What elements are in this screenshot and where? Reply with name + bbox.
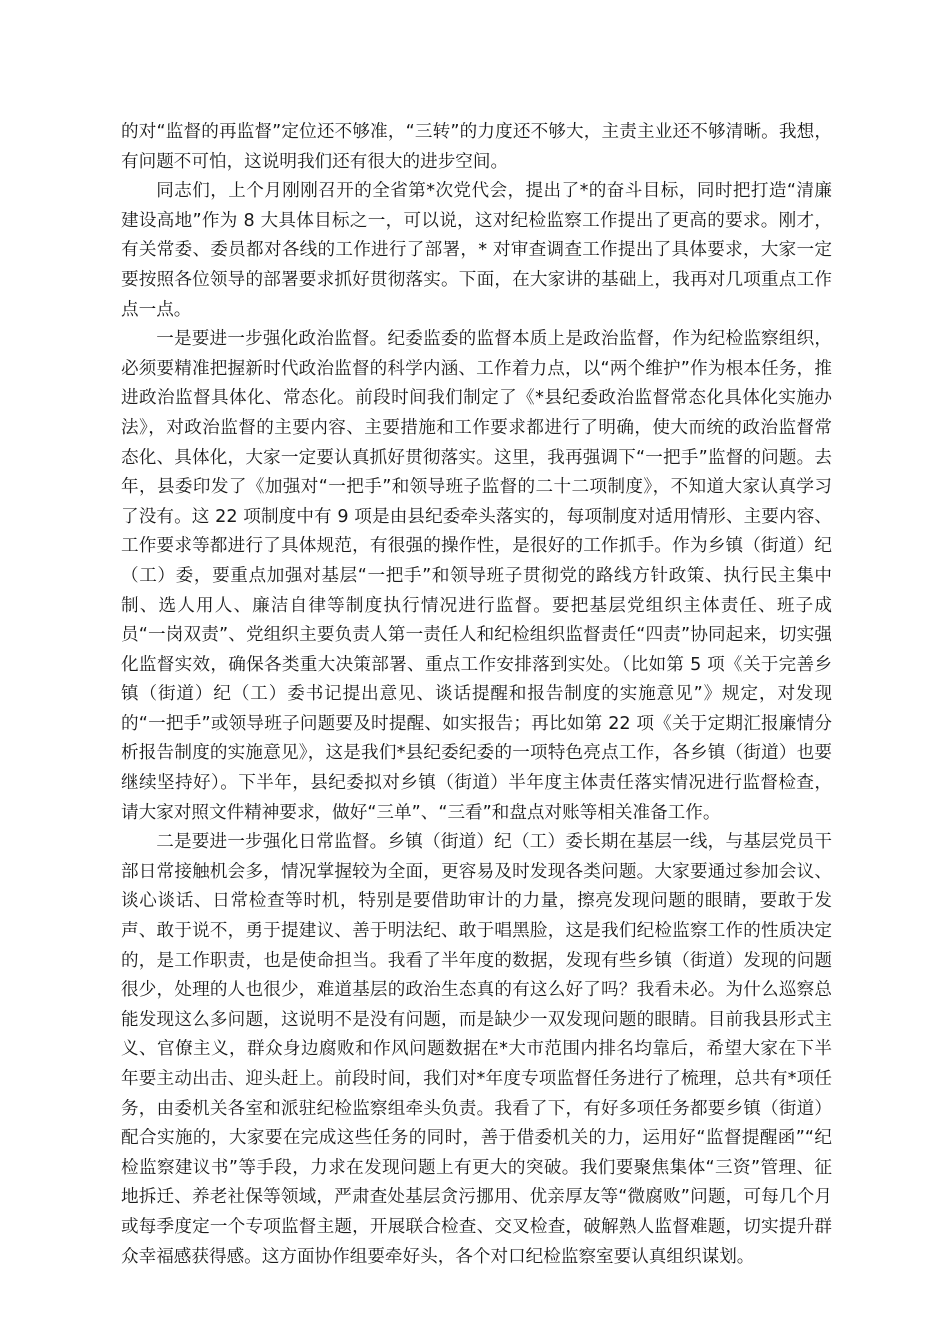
paragraph-provincial-congress: 同志们，上个月刚刚召开的全省第*次党代会，提出了*的奋斗目标，同时把打造“清廉建设高地”作为 8 大具体目标之一，可以说，这对纪检监察工作提出了更高的要求。刚才，有关常委、委员都对各线的工作进行了部署，* 对审查调查工作提出了具体要求，大家一定要按照各位领导的部署要求抓好贯彻落实。下面，在大家讲的基础上，我再对几项重点工作点一点。 (121, 181, 832, 320)
paragraph-political-supervision: 一是要进一步强化政治监督。纪委监委的监督本质上是政治监督，作为纪检监察组织，必须要精准把握新时代政治监督的科学内涵、工作着力点，以“两个维护”作为根本任务，推进政治监督具体化、常态化。前段时间我们制定了《*县纪委政治监督常态化具体化实施办法》，对政治监督的主要内容、主要措施和工作要求都进行了明确，使大而统的政治监督常态化、具体化，大家一定要认真抓好贯彻落实。这里，我再强调下“一把手”监督的问题。去年，县委印发了《加强对“一把手”和领导班子监督的二十二项制度》，不知道大家认真学习了没有。这 22 项制度中有 9 项是由县纪委牵头落实的，每项制度对适用情形、主要内容、工作要求等都进行了具体规范，有很强的操作性，是很好的工作抓手。作为乡镇（街道）纪（工）委，要重点加强对基层“一把手”和领导班子贯彻党的路线方针政策、执行民主集中制、选人用人、廉洁自律等制度执行情况进行监督。要把基层党组织主体责任、班子成员“一岗双责”、党组织主要负责人第一责任人和纪检组织监督责任“四责”协同起来，切实强化监督实效，确保各类重大决策部署、重点工作安排落到实处。（比如第 5 项《关于完善乡镇（街道）纪（工）委书记提出意见、谈话提醒和报告制度的实施意见”》规定，对发现的“一把手”或领导班子问题要及时提醒、如实报告；再比如第 22 项《关于定期汇报廉情分析报告制度的实施意见》，这是我们*县纪委纪委的一项特色亮点工作，各乡镇（街道）也要继续坚持好）。下半年，县纪委拟对乡镇（街道）半年度主体责任落实情况进行监督检查，请大家对照文件精神要求，做好“三单”、“三看”和盘点对账等相关准备工作。 (121, 329, 832, 823)
paragraph-continuation: 的对“监督的再监督”定位还不够准，“三转”的力度还不够大，主责主业还不够清晰。我想，有问题不可怕，这说明我们还有很大的进步空间。 (121, 122, 832, 172)
document-page (121, 118, 832, 1272)
paragraph-daily-supervision: 二是要进一步强化日常监督。乡镇（街道）纪（工）委长期在基层一线，与基层党员干部日常接触机会多，情况掌握较为全面，更容易及时发现各类问题。大家要通过参加会议、谈心谈话、日常检查等时机，特别是要借助审计的力量，擦亮发现问题的眼睛，要敢于发声、敢于说不，勇于提建议、善于明法纪、敢于唱黑脸，这是我们纪检监察工作的性质决定的，是工作职责，也是使命担当。我看了半年度的数据，发现有些乡镇（街道）发现的问题很少，处理的人也很少，难道基层的政治生态真的有这么好了吗？我看未必。为什么巡察总能发现这么多问题，这说明不是没有问题，而是缺少一双发现问题的眼睛。目前我县形式主义、官僚主义，群众身边腐败和作风问题数据在*大市范围内排名均靠后，希望大家在下半年要主动出击、迎头赶上。前段时间，我们对*年度专项监督任务进行了梳理，总共有*项任务，由委机关各室和派驻纪检监察组牵头负责。我看了下，有好多项任务都要乡镇（街道）配合实施的，大家要在完成这些任务的同时，善于借委机关的力，运用好“监督提醒函”“纪检监察建议书”等手段，力求在发现问题上有更大的突破。我们要聚焦集体“三资”管理、征地拆迁、养老社保等领域，严肃查处基层贪污挪用、优亲厚友等“微腐败”问题，可每几个月或每季度定一个专项监督主题，开展联合检查、交叉检查，破解熟人监督难题，切实提升群众幸福感获得感。这方面协作组要牵好头，各个对口纪检监察室要认真组织谋划。 (121, 832, 832, 1267)
